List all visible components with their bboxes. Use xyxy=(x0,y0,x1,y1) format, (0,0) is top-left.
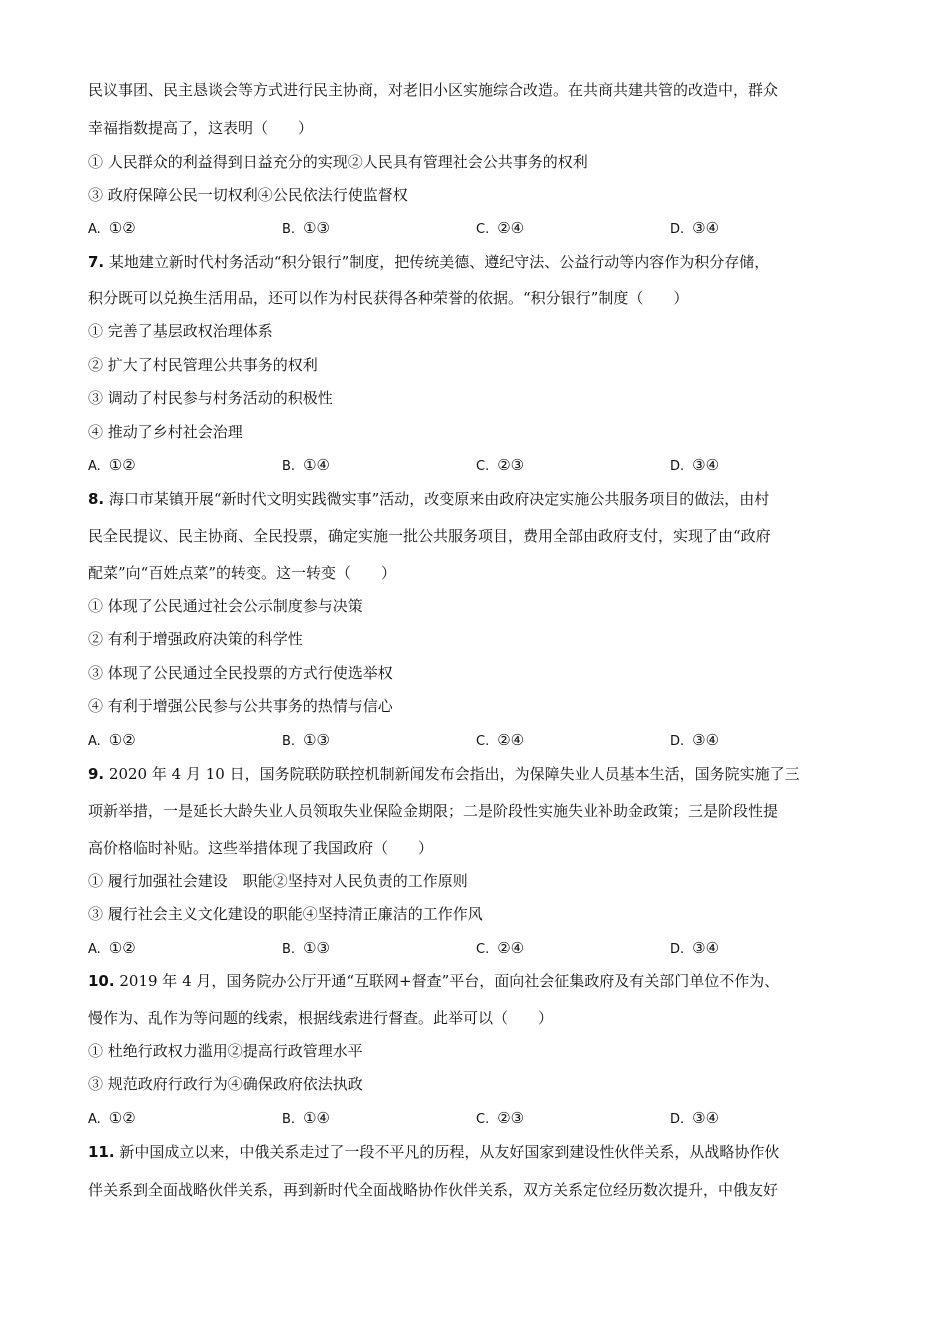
q9-statement-2: ③ 履行社会主义文化建设的职能④坚持清正廉洁的工作作风 xyxy=(88,905,483,923)
q6-stem-line-1: 民议事团、民主恳谈会等方式进行民主协商，对老旧小区实施综合改造。在共商共建共管的改造中，群众 xyxy=(88,81,779,99)
q7-option-d[interactable]: D. ③④ xyxy=(670,456,720,474)
q7-option-c[interactable]: C. ②③ xyxy=(476,456,525,474)
q10-option-a[interactable]: A. ①② xyxy=(88,1109,136,1127)
q9-option-d[interactable]: D. ③④ xyxy=(670,939,720,957)
q7-option-b[interactable]: B. ①④ xyxy=(282,456,330,474)
q6-statement-1: ① 人民群众的利益得到日益充分的实现②人民具有管理社会公共事务的权利 xyxy=(88,153,588,171)
q11-number: 11. xyxy=(88,1143,115,1161)
q6-stem-line-2: 幸福指数提高了，这表明（ ） xyxy=(88,119,314,137)
q8-number: 8. xyxy=(88,490,105,508)
q9-number: 9. xyxy=(88,765,105,783)
q8-options xyxy=(88,730,888,750)
q9-option-b[interactable]: B. ①③ xyxy=(282,939,330,957)
q7-option-a[interactable]: A. ①② xyxy=(88,456,136,474)
q8-statement-3: ③ 体现了公民通过全民投票的方式行使选举权 xyxy=(88,664,393,682)
q9-stem-line-1: 9. 2020 年 4 月 10 日，国务院联防联控机制新闻发布会指出，为保障失业人员基本生活，国务院实施了三 xyxy=(88,765,800,783)
q10-statement-2: ③ 规范政府行政行为④确保政府依法执政 xyxy=(88,1075,363,1093)
q8-statement-2: ② 有利于增强政府决策的科学性 xyxy=(88,630,303,648)
q9-stem-line-3: 高价格临时补贴。这些举措体现了我国政府（ ） xyxy=(88,839,434,857)
q10-options xyxy=(88,1108,888,1128)
q10-option-b[interactable]: B. ①④ xyxy=(282,1109,330,1127)
q8-option-d[interactable]: D. ③④ xyxy=(670,731,720,749)
q7-stem-line-2: 积分既可以兑换生活用品，还可以作为村民获得各种荣誉的依据。“积分银行”制度（ ） xyxy=(88,289,689,307)
q6-option-c[interactable]: C. ②④ xyxy=(476,219,525,237)
q6-statement-2: ③ 政府保障公民一切权利④公民依法行使监督权 xyxy=(88,186,408,204)
q6-option-d[interactable]: D. ③④ xyxy=(670,219,720,237)
q7-stem-line-1: 7. 某地建立新时代村务活动“积分银行”制度，把传统美德、遵纪守法、公益行动等内容作为积分存储， xyxy=(88,253,770,271)
q8-statement-1: ① 体现了公民通过社会公示制度参与决策 xyxy=(88,597,363,615)
q9-statement-1: ① 履行加强社会建设 职能②坚持对人民负责的工作原则 xyxy=(88,872,468,890)
q7-statement-4: ④ 推动了乡村社会治理 xyxy=(88,423,243,441)
q10-stem-line-2: 慢作为、乱作为等问题的线索，根据线索进行督查。此举可以（ ） xyxy=(88,1009,554,1027)
q6-options xyxy=(88,218,888,238)
q10-number: 10. xyxy=(88,972,115,990)
q8-option-a[interactable]: A. ①② xyxy=(88,731,136,749)
q7-statement-1: ① 完善了基层政权治理体系 xyxy=(88,322,273,340)
q9-stem-line-2: 项新举措，一是延长大龄失业人员领取失业保险金期限；二是阶段性实施失业补助金政策；三是阶段性提 xyxy=(88,802,779,820)
q7-statement-3: ③ 调动了村民参与村务活动的积极性 xyxy=(88,389,333,407)
q8-stem-line-2: 民全民提议、民主协商、全民投票，确定实施一批公共服务项目，费用全部由政府支付，实现了由“政府 xyxy=(88,527,771,545)
q9-option-c[interactable]: C. ②④ xyxy=(476,939,525,957)
q11-stem-line-2: 伴关系到全面战略伙伴关系，再到新时代全面战略协作伙伴关系，双方关系定位经历数次提升，中俄友好 xyxy=(88,1181,779,1199)
q10-statement-1: ① 杜绝行政权力滥用②提高行政管理水平 xyxy=(88,1042,363,1060)
q11-stem-line-1: 11. 新中国成立以来，中俄关系走过了一段不平凡的历程，从友好国家到建设性伙伴关系，从战略协作伙 xyxy=(88,1143,780,1161)
q8-stem-line-3: 配菜”向“百姓点菜”的转变。这一转变（ ） xyxy=(88,564,397,582)
q8-option-c[interactable]: C. ②④ xyxy=(476,731,525,749)
q7-number: 7. xyxy=(88,253,105,271)
q7-options xyxy=(88,455,888,475)
q8-option-b[interactable]: B. ①③ xyxy=(282,731,330,749)
q6-option-a[interactable]: A. ①② xyxy=(88,219,136,237)
q7-statement-2: ② 扩大了村民管理公共事务的权利 xyxy=(88,356,318,374)
q8-stem-line-1: 8. 海口市某镇开展“新时代文明实践微实事”活动，改变原来由政府决定实施公共服务项目的做法，由村 xyxy=(88,490,770,508)
q10-option-c[interactable]: C. ②③ xyxy=(476,1109,525,1127)
q10-stem-line-1: 10. 2019 年 4 月，国务院办公厅开通“互联网+督查”平台，面向社会征集政府及有关部门单位不作为、 xyxy=(88,972,780,990)
q8-statement-4: ④ 有利于增强公民参与公共事务的热情与信心 xyxy=(88,697,393,715)
q9-option-a[interactable]: A. ①② xyxy=(88,939,136,957)
q10-option-d[interactable]: D. ③④ xyxy=(670,1109,720,1127)
q9-options xyxy=(88,938,888,958)
q6-option-b[interactable]: B. ①③ xyxy=(282,219,330,237)
